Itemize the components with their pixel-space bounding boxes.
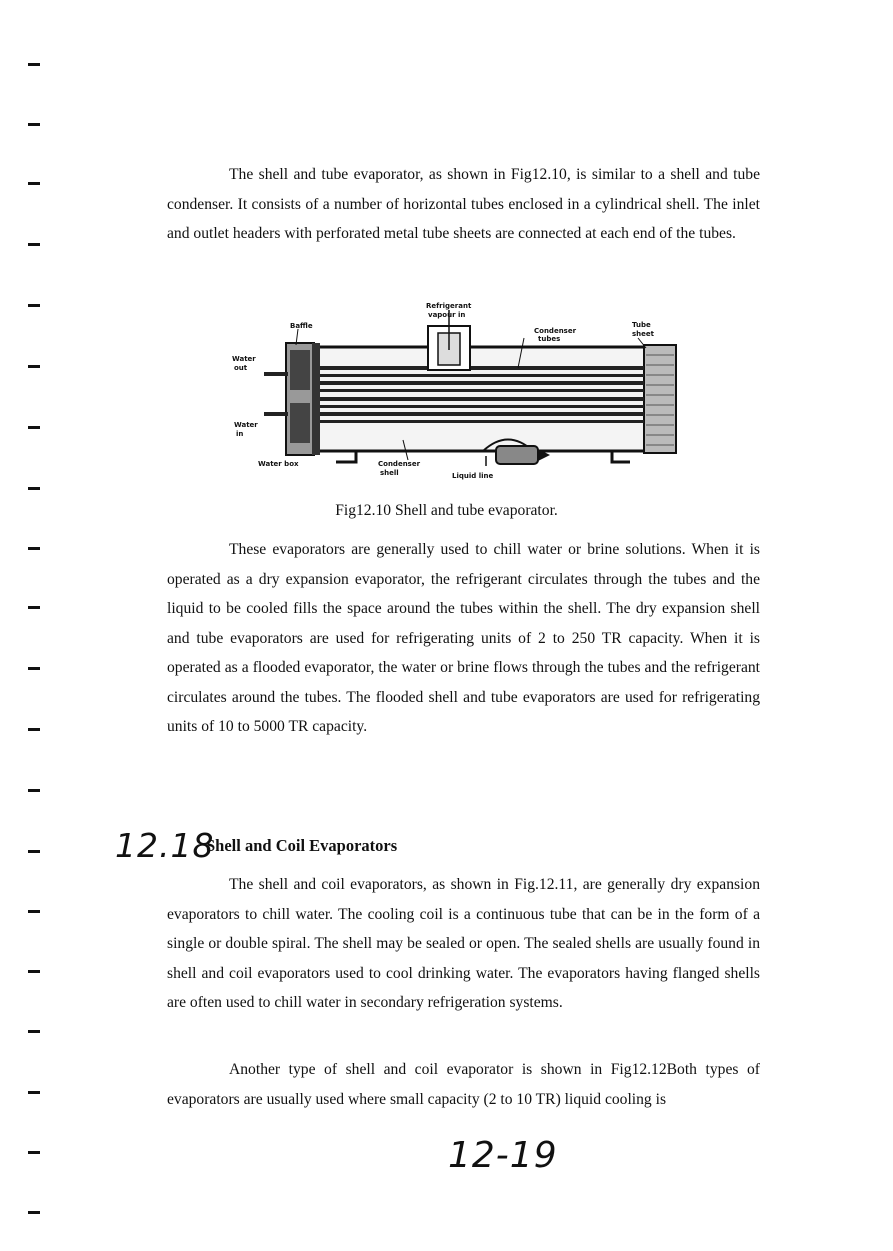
- section-title: Shell and Coil Evaporators: [206, 836, 398, 855]
- margin-mark: [28, 1151, 40, 1154]
- label-tube-sheet-1: Tube: [632, 321, 651, 329]
- paragraph-shell-coil: [167, 870, 760, 1018]
- margin-mark: [28, 182, 40, 185]
- figure-caption: Fig12.10 Shell and tube evaporator.: [335, 502, 558, 519]
- evaporator-diagram: [228, 300, 688, 490]
- margin-mark: [28, 1211, 40, 1214]
- label-water-out-1: Water: [232, 355, 256, 363]
- label-tube-sheet-2: sheet: [632, 330, 654, 338]
- paragraph-shell-coil-text: The shell and coil evaporators, as shown in Fig.12.11, are generally dry expansion evaporators to chill water. The cooling coil is a continuous tube that can be in the form of a single or double spiral. The shell may be sealed or open. The sealed shells are usually found in shell and coil evaporators used to cool drinking water. The evaporators having flanged shells are often used to chill water in secondary refrigeration systems.: [167, 876, 760, 1011]
- label-condenser-shell-1: Condenser: [378, 460, 421, 468]
- support-left: [336, 451, 356, 462]
- label-condenser-shell-2: shell: [380, 469, 399, 477]
- margin-mark: [28, 304, 40, 307]
- margin-mark: [28, 910, 40, 913]
- paragraph-evaporator-usage: [167, 535, 760, 742]
- paragraph-intro-text: The shell and tube evaporator, as shown in Fig12.10, is similar to a shell and tube condenser. It consists of a number of horizontal tubes enclosed in a cylindrical shell. The inlet and outlet headers with perforated metal tube sheets are connected at each end of the tubes.: [167, 166, 760, 242]
- paragraph-intro: [167, 160, 760, 249]
- tube-sheet: [644, 345, 676, 453]
- margin-mark: [28, 606, 40, 609]
- label-refrigerant-vapour-in-2: vapour in: [428, 311, 466, 319]
- water-box-upper: [290, 350, 310, 390]
- shell-and-tube-evaporator-figure: [228, 300, 688, 490]
- water-connections: [264, 372, 288, 416]
- paragraph-another-type: [167, 1055, 760, 1114]
- label-baffle: Baffle: [290, 322, 313, 330]
- section-number: 12.18: [115, 826, 215, 865]
- label-water-out-2: out: [234, 364, 248, 372]
- label-water-in-2: in: [236, 430, 244, 438]
- margin-mark: [28, 789, 40, 792]
- liquid-line-fitting: [496, 446, 538, 464]
- margin-mark: [28, 426, 40, 429]
- margin-mark: [28, 1030, 40, 1033]
- paragraph-evaporator-usage-text: These evaporators are generally used to chill water or brine solutions. When it is operated as a dry expansion evaporator, the refrigerant circulates through the tubes and the liquid to be cooled fills the space around the tubes within the shell. The dry expansion shell and tube evaporators are used for refrigerating units of 2 to 250 TR capacity. When it is operated as a flooded evaporator, the water or brine flows through the tubes and the refrigerant circulates around the tubes. The flooded shell and tube evaporators are used for refrigerating units of 10 to 5000 TR capacity.: [167, 541, 760, 735]
- label-water-box: Water box: [258, 460, 299, 468]
- label-liquid-line: Liquid line: [452, 472, 494, 480]
- label-condenser-tubes-2: tubes: [538, 335, 561, 343]
- paragraph-another-type-text: Another type of shell and coil evaporator is shown in Fig12.12Both types of evaporators are usually used where small capacity (2 to 10 TR) liquid cooling is: [167, 1061, 760, 1108]
- margin-mark: [28, 728, 40, 731]
- margin-mark: [28, 1091, 40, 1094]
- support-right: [612, 451, 630, 462]
- water-box-lower: [290, 403, 310, 443]
- margin-mark: [28, 63, 40, 66]
- label-condenser-tubes-1: Condenser: [534, 327, 577, 335]
- page-number: 12-19: [448, 1135, 558, 1176]
- margin-mark: [28, 970, 40, 973]
- margin-mark: [28, 123, 40, 126]
- margin-mark: [28, 850, 40, 853]
- margin-mark: [28, 547, 40, 550]
- margin-mark: [28, 487, 40, 490]
- label-water-in-1: Water: [234, 421, 258, 429]
- margin-mark: [28, 667, 40, 670]
- baffle: [312, 343, 320, 455]
- margin-mark: [28, 243, 40, 246]
- label-refrigerant-vapour-in-1: Refrigerant: [426, 302, 472, 310]
- margin-mark: [28, 365, 40, 368]
